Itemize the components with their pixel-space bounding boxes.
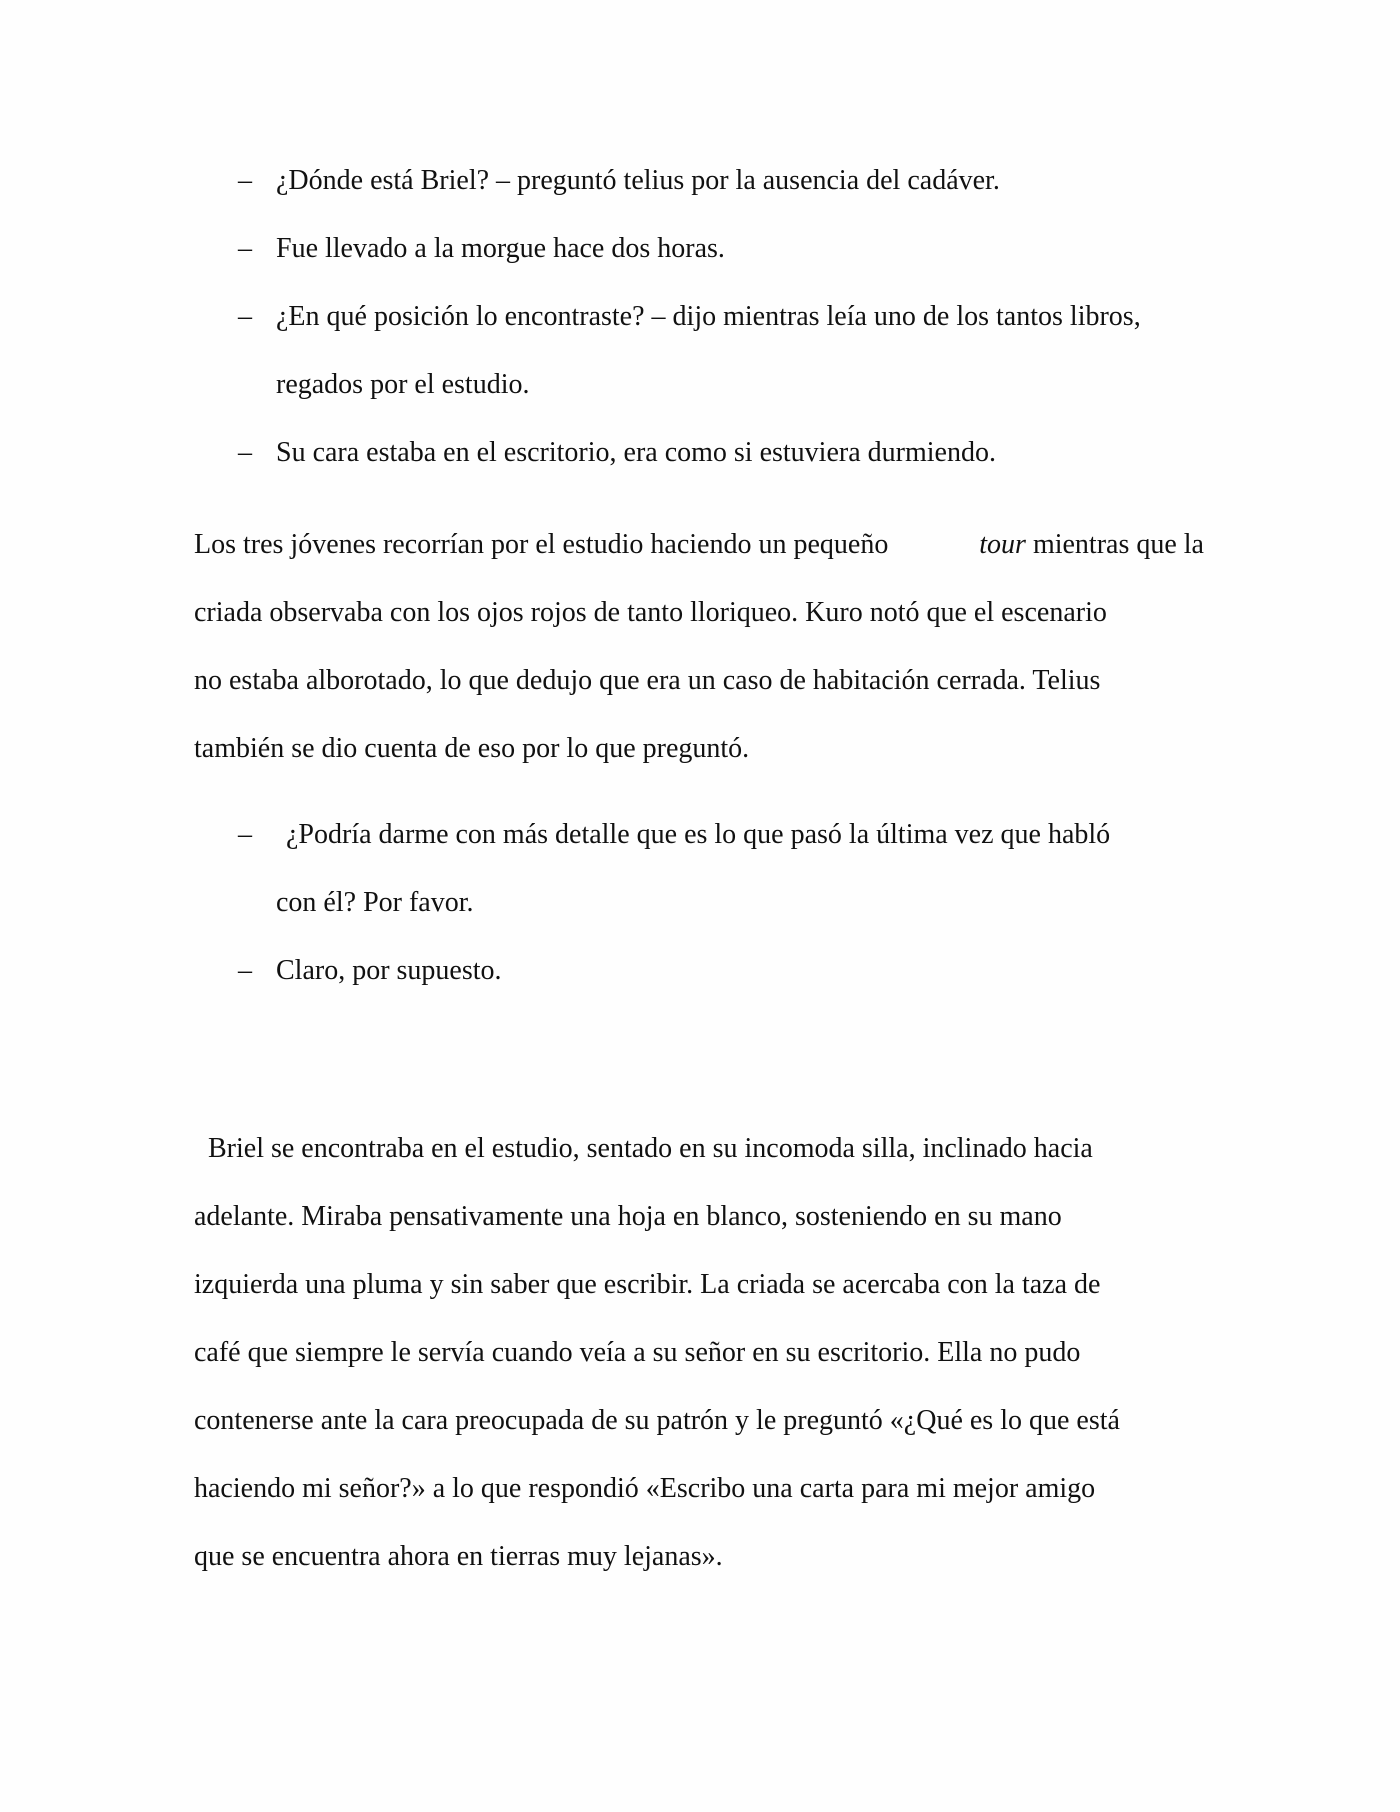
dialogue-line: Fue llevado a la morgue hace dos horas.: [276, 233, 725, 264]
dialogue-dash: –: [238, 819, 252, 850]
dialogue-line: Claro, por supuesto.: [276, 955, 502, 986]
dialogue-line: ¿Dónde está Briel? – preguntó telius por la ausencia del cadáver.: [276, 165, 1000, 196]
dialogue-dash: –: [238, 233, 252, 264]
paragraph-line: adelante. Miraba pensativamente una hoja en blanco, sosteniendo en su mano: [194, 1201, 1062, 1232]
paragraph-line: café que siempre le servía cuando veía a su señor en su escritorio. Ella no pudo: [194, 1337, 1081, 1368]
paragraph-line: Briel se encontraba en el estudio, sentado en su incomoda silla, inclinado hacia: [208, 1133, 1093, 1164]
paragraph-line: criada observaba con los ojos rojos de tanto lloriqueo. Kuro notó que el escenario: [194, 597, 1107, 628]
dialogue-line: Su cara estaba en el escritorio, era como si estuviera durmiendo.: [276, 437, 996, 468]
italic-word: tour: [979, 529, 1026, 560]
dialogue-dash: –: [238, 165, 252, 196]
dialogue-line-continuation: con él? Por favor.: [276, 887, 474, 918]
paragraph-line: haciendo mi señor?» a lo que respondió «Escribo una carta para mi mejor amigo: [194, 1473, 1096, 1504]
paragraph-line: también se dio cuenta de eso por lo que preguntó.: [194, 733, 750, 764]
paragraph-text: Los tres jóvenes recorrían por el estudio haciendo un pequeño: [194, 529, 889, 560]
dialogue-line: ¿Podría darme con más detalle que es lo que pasó la última vez que habló: [286, 819, 1111, 850]
paragraph-text-italic: [979, 528, 1204, 562]
dialogue-dash: –: [238, 955, 252, 986]
paragraph-line: no estaba alborotado, lo que dedujo que era un caso de habitación cerrada. Telius: [194, 665, 1101, 696]
dialogue-dash: –: [238, 437, 252, 468]
dialogue-line: ¿En qué posición lo encontraste? – dijo mientras leía uno de los tantos libros,: [276, 301, 1141, 332]
paragraph-line: contenerse ante la cara preocupada de su patrón y le preguntó «¿Qué es lo que está: [194, 1405, 1120, 1436]
paragraph-line: izquierda una pluma y sin saber que escribir. La criada se acercaba con la taza de: [194, 1269, 1101, 1300]
paragraph-text: mientras que la: [1032, 529, 1204, 560]
paragraph-line: que se encuentra ahora en tierras muy lejanas».: [194, 1541, 723, 1572]
dialogue-dash: –: [238, 301, 252, 332]
dialogue-line-continuation: regados por el estudio.: [276, 369, 530, 400]
paragraph-line: [194, 528, 1204, 562]
